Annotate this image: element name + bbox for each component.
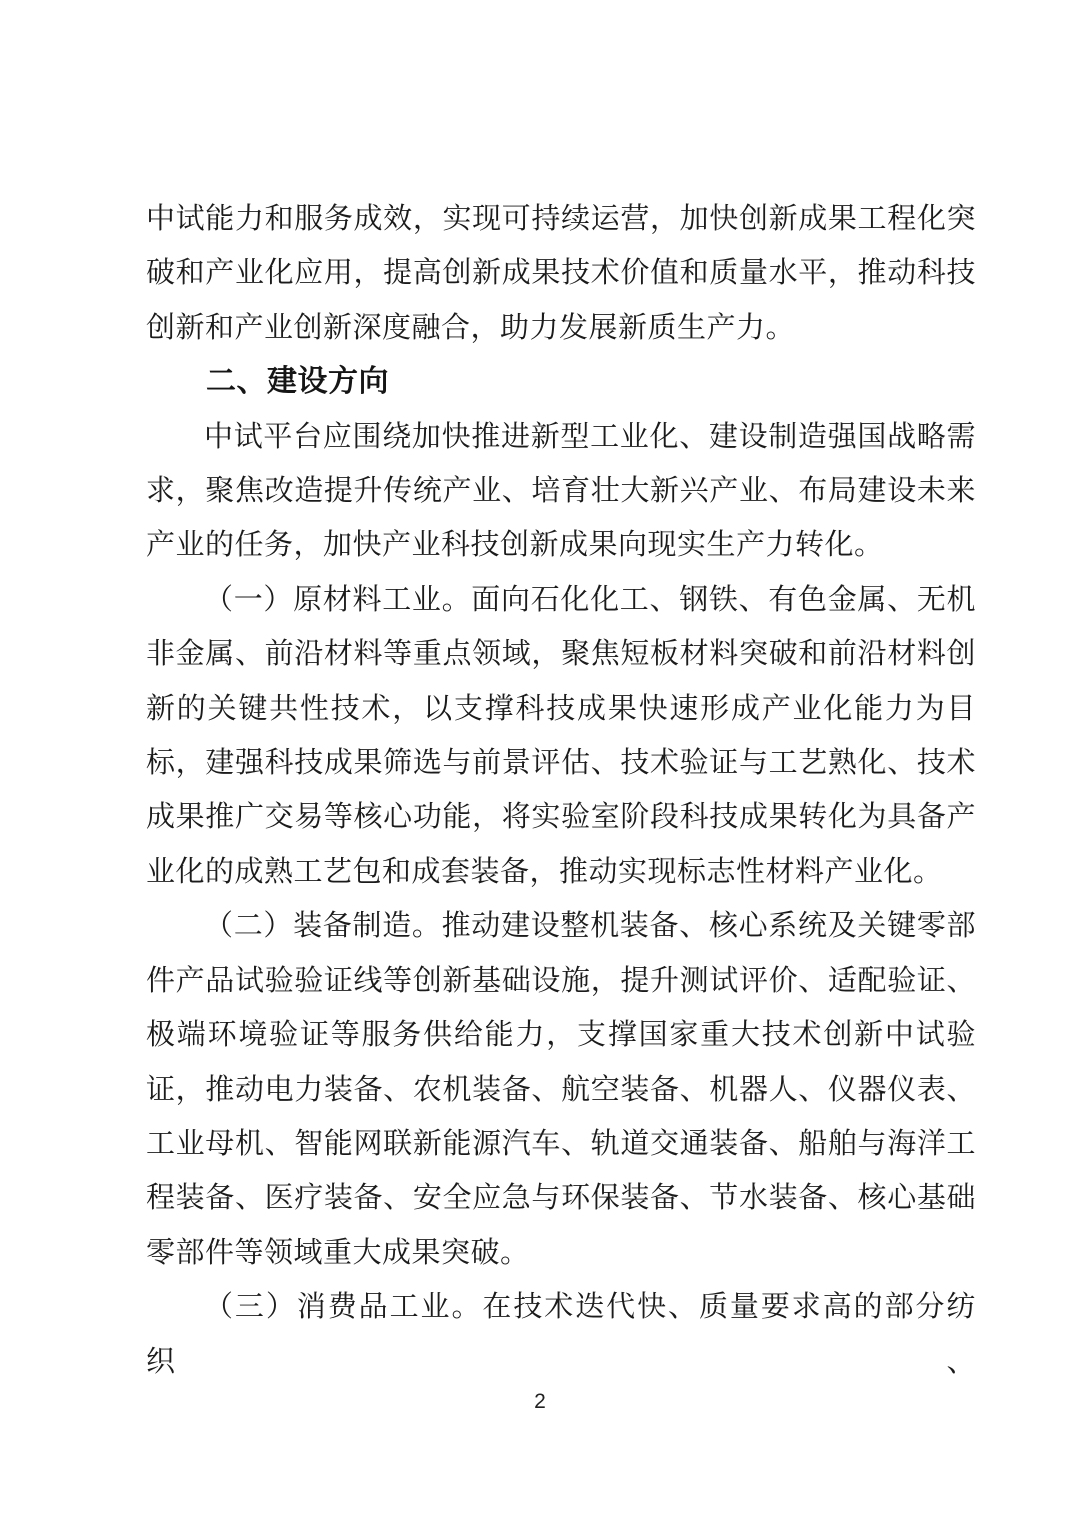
body-line: 零部件等领域重大成果突破。 xyxy=(146,1236,530,1269)
body-line: 证，推动电力装备、农机装备、航空装备、机器人、仪器仪表、 xyxy=(146,1073,976,1106)
body-line: 程装备、医疗装备、安全应急与环保装备、节水装备、核心基础 xyxy=(146,1182,976,1215)
page-number: 2 xyxy=(534,1390,546,1413)
body-line: 工业母机、智能网联新能源汽车、轨道交通装备、船舶与海洋工 xyxy=(146,1127,976,1160)
body-line: （三）消费品工业。在技术迭代快、质量要求高的部分纺织、 xyxy=(146,1291,976,1378)
document-body xyxy=(146,192,976,1389)
body-line: 中试平台应围绕加快推进新型工业化、建设制造强国战略需 xyxy=(204,420,976,453)
body-line: 中试能力和服务成效，实现可持续运营，加快创新成果工程化突 xyxy=(146,203,976,235)
body-line: 成果推广交易等核心功能，将实验室阶段科技成果转化为具备产 xyxy=(146,801,976,834)
body-line: 极端环境验证等服务供给能力，支撑国家重大技术创新中试验 xyxy=(146,1019,976,1052)
body-line: 破和产业化应用，提高创新成果技术价值和质量水平，推动科技 xyxy=(146,257,976,290)
body-line: 求，聚焦改造提升传统产业、培育壮大新兴产业、布局建设未来 xyxy=(146,475,976,508)
body-line: 件产品试验验证线等创新基础设施，提升测试评价、适配验证、 xyxy=(146,964,976,997)
section-heading: 二、建设方向 xyxy=(206,365,389,399)
body-line: 创新和产业创新深度融合，助力发展新质生产力。 xyxy=(146,311,796,344)
body-line: 业化的成熟工艺包和成套装备，推动实现标志性材料产业化。 xyxy=(146,855,943,888)
body-line: 标，建强科技成果筛选与前景评估、技术验证与工艺熟化、技术 xyxy=(146,747,976,780)
body-line: 非金属、前沿材料等重点领域，聚焦短板材料突破和前沿材料创 xyxy=(146,638,976,671)
body-line: 新的关键共性技术，以支撑科技成果快速形成产业化能力为目 xyxy=(146,692,976,725)
body-line: （一）原材料工业。面向石化化工、钢铁、有色金属、无机 xyxy=(204,583,976,616)
body-line: 产业的任务，加快产业科技创新成果向现实生产力转化。 xyxy=(146,529,884,562)
body-line: （二）装备制造。推动建设整机装备、核心系统及关键零部 xyxy=(204,910,976,943)
